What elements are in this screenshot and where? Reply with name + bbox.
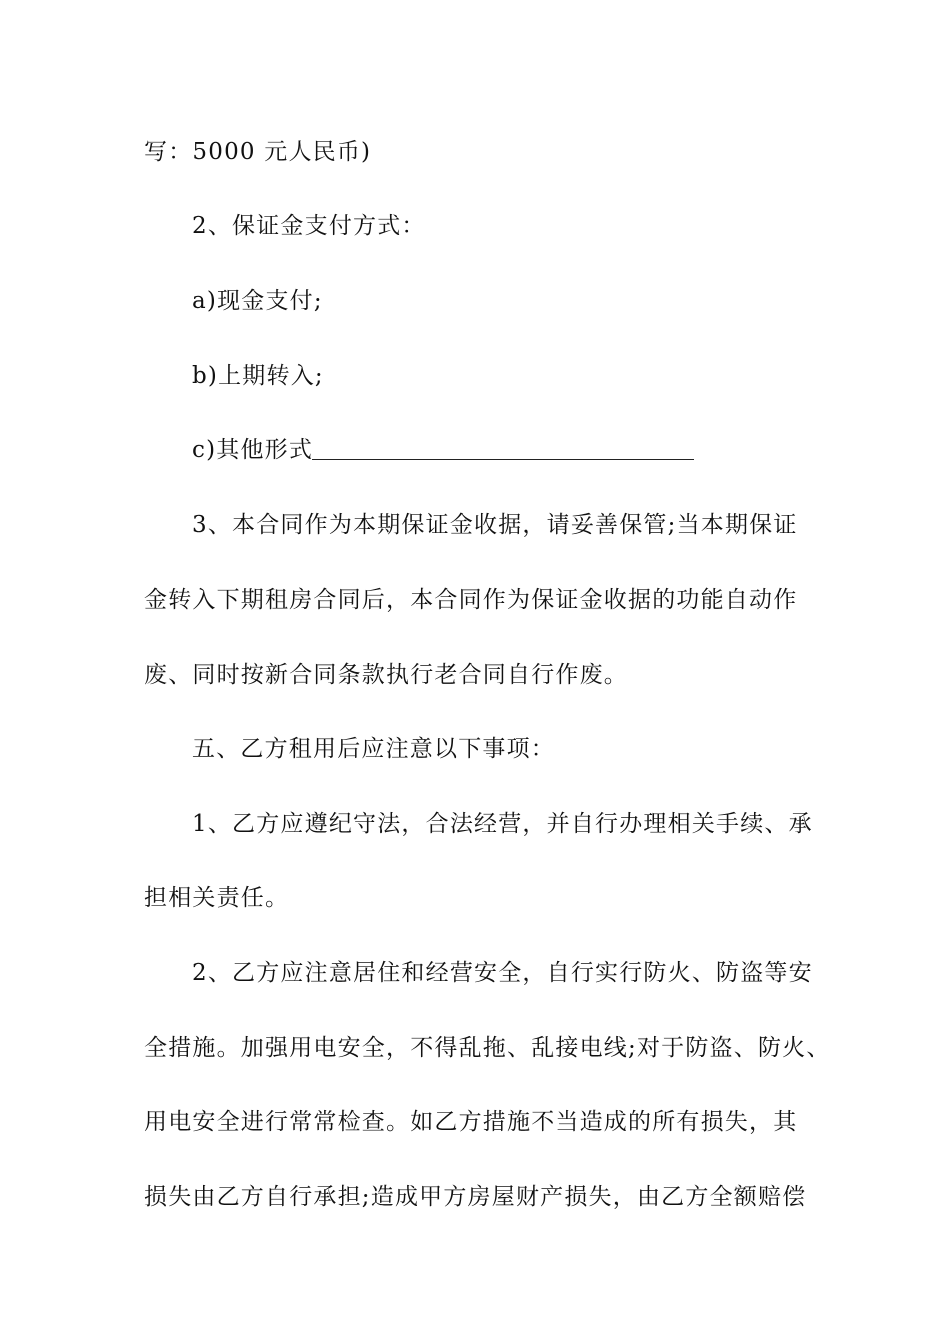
line-text: 废、同时按新合同条款执行老合同自行作废。 xyxy=(144,662,628,688)
line-text: c)其他形式 xyxy=(192,437,314,463)
text-line-5 xyxy=(0,430,950,470)
line-text: 五、乙方租用后应注意以下事项： xyxy=(192,736,555,762)
text-line-2 xyxy=(0,206,950,246)
line-text: 2、乙方应注意居住和经营安全，自行实行防火、防盗等安 xyxy=(192,960,813,986)
text-line-6 xyxy=(0,505,950,545)
text-line-9 xyxy=(0,729,950,769)
line-text: 损失由乙方自行承担;造成甲方房屋财产损失，由乙方全额赔偿 xyxy=(144,1184,807,1210)
text-line-1 xyxy=(0,132,950,172)
line-text: 金转入下期租房合同后，本合同作为保证金收据的功能自动作 xyxy=(144,587,798,613)
fill-in-blank-line xyxy=(312,430,694,460)
line-text: a)现金支付; xyxy=(192,288,323,314)
line-text: 全措施。加强用电安全，不得乱拖、乱接电线;对于防盗、防火、 xyxy=(144,1035,831,1061)
text-line-15 xyxy=(0,1177,950,1217)
line-text: 2、保证金支付方式： xyxy=(192,213,426,239)
line-text: 3、本合同作为本期保证金收据，请妥善保管;当本期保证 xyxy=(192,512,798,538)
line-text: 1、乙方应遵纪守法，合法经营，并自行办理相关手续、承 xyxy=(192,811,813,837)
text-line-7 xyxy=(0,580,950,620)
text-line-12 xyxy=(0,953,950,993)
line-text: 担相关责任。 xyxy=(144,885,290,911)
text-line-14 xyxy=(0,1102,950,1142)
text-line-8 xyxy=(0,655,950,695)
line-text: b)上期转入; xyxy=(192,363,324,389)
line-text: 用电安全进行常常检查。如乙方措施不当造成的所有损失，其 xyxy=(144,1109,798,1135)
text-line-4 xyxy=(0,356,950,396)
text-line-13 xyxy=(0,1028,950,1068)
line-text: 写：5000 元人民币) xyxy=(144,139,372,165)
text-line-10 xyxy=(0,804,950,844)
text-line-11 xyxy=(0,878,950,918)
text-line-3 xyxy=(0,281,950,321)
